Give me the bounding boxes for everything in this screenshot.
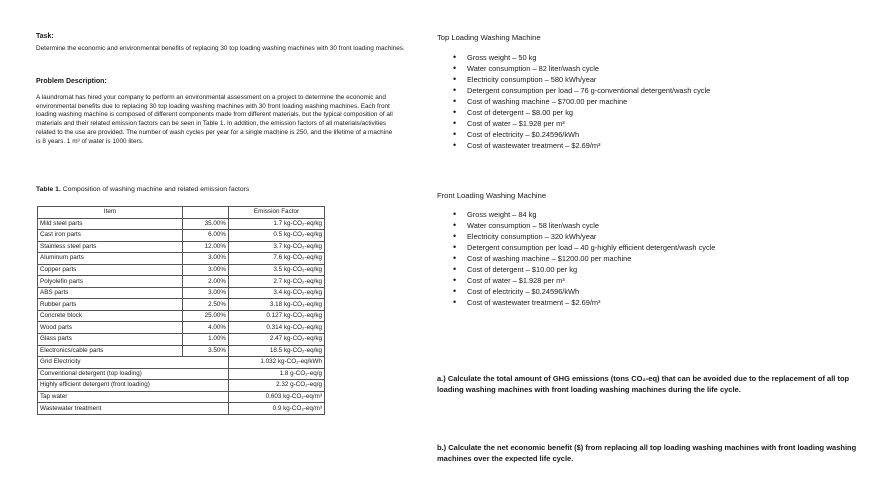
list-item: • Cost of washing machine – $1200.00 per machine — [451, 253, 715, 264]
row-emission-factor: 1.8 g-CO₂-eq/g — [229, 368, 325, 380]
problem-heading: Problem Description: — [36, 78, 107, 85]
problem-text: A laundromat has hired your company to perform an environmental assessment on a project to determine the economic and environmental benefits due to replacing 30 top loading washing machines with 30 front loading washing machines. Each front loading washing machine is composed of different components made from different materials, but the typical composition of all materials and their related emission factors can be seen in Table 1. In addition, the emission factors of all materials/activities related to the use are provided. The number of wash cycles per year for a single machine is 250, and the lifetime of a machine is 8 years. 1 m³ of water is 1000 liters. — [36, 94, 393, 145]
row-emission-factor: 0.127 kg-CO₂-eq/kg — [229, 310, 325, 322]
row-emission-factor: 3.7 kg-CO₂-eq/kg — [229, 241, 325, 253]
row-percent: 12.00% — [183, 241, 229, 253]
row-item: Wood parts — [38, 322, 183, 334]
task-text: Determine the economic and environmental benefits of replacing 30 top loading washing machines with 30 front loading machines. — [36, 45, 405, 52]
table-caption — [36, 186, 249, 193]
table-row — [38, 253, 325, 265]
table-row — [38, 310, 325, 322]
list-item: • Water consumption – 82 liter/wash cycle — [451, 63, 710, 74]
row-emission-factor: 3.18 kg-CO₂-eq/kg — [229, 299, 325, 311]
top-loading-list — [451, 52, 710, 151]
row-emission-factor: 0.9 kg-CO₂-eq/m³ — [229, 403, 325, 415]
row-item: Conventional detergent (top loading) — [38, 368, 229, 380]
row-item: Grid Electricity — [38, 357, 229, 369]
task-heading: Task: — [36, 33, 54, 40]
row-percent: 1.00% — [183, 334, 229, 346]
row-item: Wastewater treatment — [38, 403, 229, 415]
row-percent: 3.00% — [183, 253, 229, 265]
row-emission-factor: 7.6 kg-CO₂-eq/kg — [229, 253, 325, 265]
top-loading-title: Top Loading Washing Machine — [437, 33, 541, 42]
list-item: • Cost of water – $1.928 per m³ — [451, 118, 710, 129]
table-header-item: Item — [38, 207, 183, 219]
table-row — [38, 230, 325, 242]
table-row — [38, 299, 325, 311]
table-row — [38, 357, 325, 369]
row-percent: 2.00% — [183, 276, 229, 288]
row-percent: 3.50% — [183, 345, 229, 357]
row-percent: 3.00% — [183, 287, 229, 299]
list-item: • Cost of water – $1.928 per m³ — [451, 275, 715, 286]
row-item: Cast iron parts — [38, 230, 183, 242]
row-emission-factor: 3.5 kg-CO₂-eq/kg — [229, 264, 325, 276]
table-header-row — [38, 207, 325, 219]
front-loading-list — [451, 209, 715, 308]
table-row — [38, 264, 325, 276]
row-emission-factor: 1.7 kg-CO₂-eq/kg — [229, 218, 325, 230]
table-row — [38, 334, 325, 346]
row-percent: 3.00% — [183, 264, 229, 276]
question-a: a.) Calculate the total amount of GHG emissions (tons CO₂-eq) that can be avoided due to the replacement of all top loading washing machines with front loading washing machines during the life cycle. — [437, 374, 850, 394]
row-percent: 25.00% — [183, 310, 229, 322]
table-row — [38, 380, 325, 392]
row-emission-factor: 2.47 kg-CO₂-eq/kg — [229, 334, 325, 346]
list-item: • Electricity consumption – 320 kWh/year — [451, 231, 715, 242]
row-item: Copper parts — [38, 264, 183, 276]
list-item: • Gross weight – 84 kg — [451, 209, 715, 220]
list-item: • Cost of wastewater treatment – $2.69/m³ — [451, 297, 715, 308]
list-item: • Cost of electricity – $0.24596/kWh — [451, 286, 715, 297]
table-header-emission-factor: Emission Factor — [229, 207, 325, 219]
list-item: • Cost of detergent – $8.00 per kg — [451, 107, 710, 118]
question-b: b.) Calculate the net economic benefit ($) from replacing all top loading washing machines with front loading washing machines over the expected life cycle. — [437, 443, 857, 463]
row-emission-factor: 0.603 kg-CO₂-eq/m³ — [229, 391, 325, 403]
table-row — [38, 391, 325, 403]
row-item: Highly efficient detergent (front loading) — [38, 380, 229, 392]
row-emission-factor: 18.5 kg-CO₂-eq/kg — [229, 345, 325, 357]
row-item: Mild steel parts — [38, 218, 183, 230]
list-item: • Detergent consumption per load – 76 g-conventional detergent/wash cycle — [451, 85, 710, 96]
row-emission-factor: 2.7 kg-CO₂-eq/kg — [229, 276, 325, 288]
table-row — [38, 276, 325, 288]
list-item: • Cost of wastewater treatment – $2.69/m³ — [451, 140, 710, 151]
row-item: Glass parts — [38, 334, 183, 346]
row-percent: 35.00% — [183, 218, 229, 230]
table-row — [38, 241, 325, 253]
row-emission-factor: 0.314 kg-CO₂-eq/kg — [229, 322, 325, 334]
table-row — [38, 345, 325, 357]
row-item: Concrete block — [38, 310, 183, 322]
list-item: • Cost of detergent – $10.00 per kg — [451, 264, 715, 275]
row-item: Tap water — [38, 391, 229, 403]
row-item: Stainless steel parts — [38, 241, 183, 253]
row-percent: 2.50% — [183, 299, 229, 311]
row-item: Electronics/cable parts — [38, 345, 183, 357]
row-item: ABS parts — [38, 287, 183, 299]
row-item: Aluminum parts — [38, 253, 183, 265]
list-item: • Gross weight – 50 kg — [451, 52, 710, 63]
table-row — [38, 368, 325, 380]
row-percent: 6.00% — [183, 230, 229, 242]
table-row — [38, 218, 325, 230]
table-header-percent — [183, 207, 229, 219]
table-row — [38, 322, 325, 334]
composition-table — [37, 206, 325, 415]
row-emission-factor: 3.4 kg-CO₂-eq/kg — [229, 287, 325, 299]
list-item: • Cost of electricity – $0.24596/kWh — [451, 129, 710, 140]
row-percent: 4.00% — [183, 322, 229, 334]
list-item: • Water consumption – 58 liter/wash cycle — [451, 220, 715, 231]
row-item: Polyolefin parts — [38, 276, 183, 288]
table-row — [38, 287, 325, 299]
list-item: • Cost of washing machine – $700.00 per machine — [451, 96, 710, 107]
row-emission-factor: 0.5 kg-CO₂-eq/kg — [229, 230, 325, 242]
table-caption-prefix: Table 1. — [36, 186, 61, 193]
table-caption-text: Composition of washing machine and related emission factors — [60, 186, 250, 193]
row-item: Rubber parts — [38, 299, 183, 311]
list-item: • Electricity consumption – 580 kWh/year — [451, 74, 710, 85]
row-emission-factor: 1.032 kg-CO₂-eq/kWh — [229, 357, 325, 369]
list-item: • Detergent consumption per load – 40 g-highly efficient detergent/wash cycle — [451, 242, 715, 253]
front-loading-title: Front Loading Washing Machine — [437, 191, 547, 200]
table-row — [38, 403, 325, 415]
row-emission-factor: 2.32 g-CO₂-eq/g — [229, 380, 325, 392]
